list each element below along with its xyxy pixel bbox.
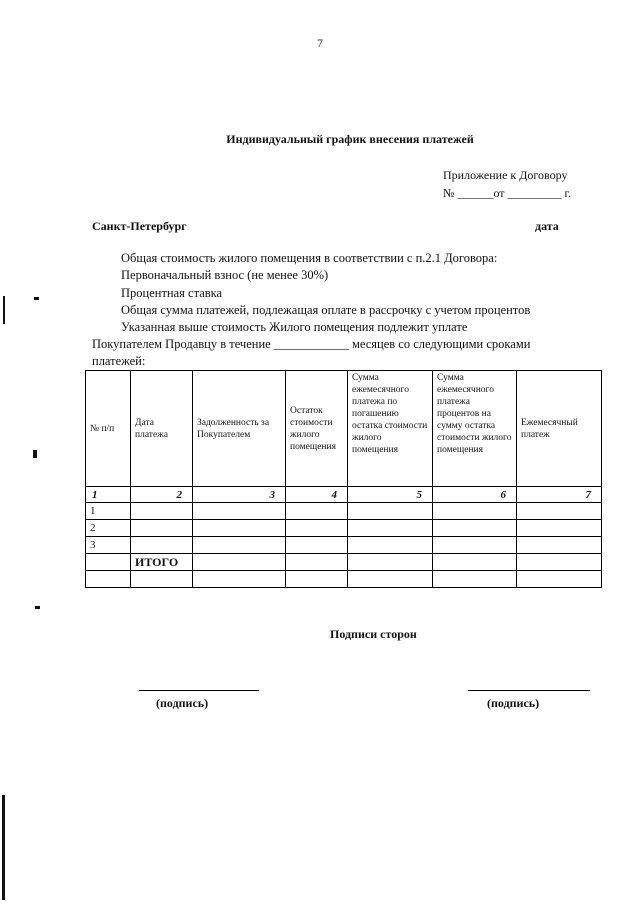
header-cell-remaining: Остаток стоимости жилого помещения bbox=[286, 371, 348, 487]
page-number: 7 bbox=[317, 36, 323, 50]
contract-number-line: № ______от _________ г. bbox=[443, 186, 572, 200]
header-cell-interest: Сумма ежемесячного платежа процентов на сумму остатка стоимости жилого помещения bbox=[433, 371, 517, 487]
body-line-installment-total: Общая сумма платежей, подлежащая оплате в рассрочку с учетом процентов bbox=[121, 303, 531, 317]
row-number: 3 bbox=[86, 537, 131, 554]
header-cell-principal: Сумма ежемесячного платежа по погашению остатка стоимости жилого помещения bbox=[348, 371, 433, 487]
right-signature-label: (подпись) bbox=[487, 696, 540, 710]
column-number: 1 bbox=[86, 487, 131, 503]
table-header-row bbox=[86, 371, 602, 487]
column-number: 6 bbox=[433, 487, 517, 503]
right-signature-line bbox=[468, 690, 590, 691]
row-number: 1 bbox=[86, 503, 131, 520]
city: Санкт-Петербург bbox=[92, 219, 187, 233]
column-number-row bbox=[86, 487, 602, 503]
signatures-title: Подписи сторон bbox=[330, 627, 417, 641]
scan-margin-mark bbox=[2, 795, 5, 900]
row-number: 2 bbox=[86, 520, 131, 537]
column-number: 4 bbox=[286, 487, 348, 503]
scan-margin-mark bbox=[35, 606, 40, 609]
body-line-payments: платежей: bbox=[92, 354, 146, 368]
header-cell-monthly: Ежемесячный платеж bbox=[517, 371, 602, 487]
total-row bbox=[86, 554, 602, 571]
header-cell-date: Дата платежа bbox=[131, 371, 193, 487]
column-number: 2 bbox=[131, 487, 193, 503]
body-line-payment-term: Покупателем Продавцу в течение ____________ месяцев со следующими сроками bbox=[92, 337, 531, 351]
table-row bbox=[86, 520, 602, 537]
body-line-payment-obligation: Указанная выше стоимость Жилого помещения подлежит уплате bbox=[121, 320, 468, 334]
column-number: 5 bbox=[348, 487, 433, 503]
document-title: Индивидуальный график внесения платежей bbox=[226, 132, 474, 146]
payment-schedule-table bbox=[85, 370, 602, 588]
appendix-line: Приложение к Договору bbox=[443, 168, 568, 182]
table-row bbox=[86, 503, 602, 520]
date-label: дата bbox=[535, 219, 559, 233]
scan-margin-mark bbox=[33, 450, 37, 458]
header-cell-number: № п/п bbox=[86, 371, 131, 487]
left-signature-label: (подпись) bbox=[156, 696, 209, 710]
header-cell-debt: Задолженность за Покупателем bbox=[193, 371, 286, 487]
total-label: ИТОГО bbox=[131, 554, 193, 571]
table-row bbox=[86, 537, 602, 554]
column-number: 3 bbox=[193, 487, 286, 503]
body-line-interest-rate: Процентная ставка bbox=[121, 286, 223, 300]
scan-margin-mark bbox=[34, 297, 39, 300]
body-line-total-cost: Общая стоимость жилого помещения в соответствии с п.2.1 Договора: bbox=[121, 251, 498, 265]
table-row bbox=[86, 571, 602, 588]
left-signature-line bbox=[139, 690, 259, 691]
scan-margin-mark bbox=[3, 296, 5, 324]
column-number: 7 bbox=[517, 487, 602, 503]
appendix-block bbox=[443, 166, 571, 202]
body-line-down-payment: Первоначальный взнос (не менее 30%) bbox=[121, 268, 329, 282]
